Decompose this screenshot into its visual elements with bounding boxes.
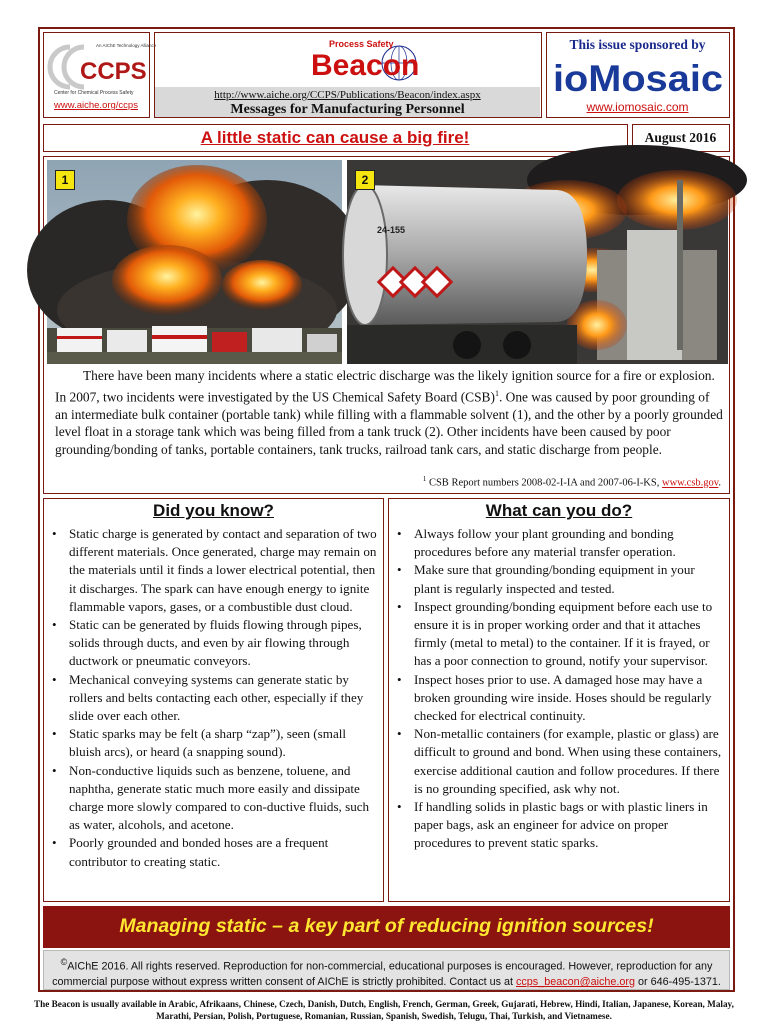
tagline: Messages for Manufacturing Personnel [230, 102, 465, 117]
list-item: • Non-metallic containers (for example, plastic or glass) are difficult to ground and bond. When using these containers, exercise additional caution and follow procedures. If there is no grounding specified, ask why not. [395, 725, 723, 798]
what-can-you-do-section [388, 498, 730, 902]
header [40, 29, 733, 121]
ccps-small-top: An AIChE Technology Alliance [96, 43, 157, 48]
list-item: • Always follow your plant grounding and bonding procedures before any material transfer operation. [395, 525, 723, 561]
beacon-logo [271, 37, 431, 85]
newsletter-frame [38, 27, 735, 992]
list-item: • Static sparks may be felt (a sharp “zap”), seen (small bluish arcs), or heard (a snapping sound). [50, 725, 377, 761]
ccps-small-bottom: Center for Chemical Process Safety [54, 90, 134, 96]
what-can-you-do-heading: What can you do? [485, 501, 633, 520]
beacon-wordmark: Beacon [311, 49, 420, 82]
intro-paragraph: There have been many incidents where a static electric discharge was the likely ignition source for a fire or explosion. In 2007, two incidents were investigated by the US Chemical Safety Board (CSB)$^1$. One was caused by poor grounding of an intermediate bulk container (portable tank) while filling with a flammable solvent (1), and the other by a poorly grounded level float in a storage tank which was being filled from a tank truck (2). Other incidents have been caused by poor grounding/bonding of tanks, portable containers, tank trucks, railroad tank cars, and static discharge from people. [55, 368, 723, 457]
ccps-link[interactable]: www.aiche.org/ccps [54, 100, 138, 111]
copyright-box [43, 950, 730, 990]
ccps-logo-box [43, 32, 157, 118]
photo-badge-1: 1 [55, 170, 75, 190]
photo-tank-truck-fire [347, 160, 728, 364]
list-item: • Static can be generated by fluids flowing through pipes, solids through ducts, and even by air flowing through ductwork or pneumatic conveyors. [50, 616, 377, 671]
languages-note: The Beacon is usually available in Arabic, Afrikaans, Chinese, Czech, Danish, Dutch, English, French, German, Greek, Gujarati, Hebrew, Hindi, Italian, Japanese, Korean, Malay, Marathi, Persian, Polish, Portuguese, Romanian, Russian, Spanish, Swedish, Telugu, Thai, Turkish, and Vietnamese. [34, 999, 734, 1021]
list-item: • If handling solids in plastic bags or with plastic liners in paper bags, ask an engineer for advice on proper procedures to prevent static sparks. [395, 798, 723, 853]
issue-date: August 2016 [644, 130, 717, 145]
ccps-logo [50, 39, 157, 97]
did-you-know-heading: Did you know? [153, 501, 274, 520]
iomosaic-logo [551, 53, 726, 99]
banner-text: Managing static – a key part of reducing ignition sources! [119, 915, 654, 937]
list-item: • Static charge is generated by contact and separation of two different materials. Once generated, charge may remain on the materials until it finds a lower electrical potential, then it discharges. The spark can have enough energy to ignite flammable vapors, gases, or a combustible dust cloud. [50, 525, 377, 616]
list-item: • Mechanical conveying systems can generate static by rollers and belts contacting each other, especially if they slide over each other. [50, 671, 377, 726]
iomosaic-wordmark: ioMosaic [553, 58, 723, 99]
footnote: $^1$ CSB Report numbers 2008-02-I-IA and 2007-06-I-KS, www.csb.gov. [422, 475, 721, 489]
page-title: A little static can cause a big fire! [200, 128, 470, 147]
beacon-subtitle: Process Safety [329, 39, 394, 49]
did-you-know-list [50, 525, 377, 871]
list-item: • Inspect hoses prior to use. A damaged hose may have a broken grounding wire inside. Hoses should be regularly checked for electrical continuity. [395, 671, 723, 726]
tank-label: 24-155 [377, 225, 406, 235]
list-item: • Make sure that grounding/bonding equipment in your plant is regularly inspected and tested. [395, 561, 723, 597]
sponsor-link[interactable]: www.iomosaic.com [586, 100, 689, 114]
csb-link[interactable]: www.csb.gov [661, 477, 719, 489]
sponsor-label: This issue sponsored by [569, 37, 706, 52]
title-box [43, 124, 628, 152]
list-item: • Non-conductive liquids such as benzene, toluene, and naphtha, generate static much more easily and dissipate charge more slowly compared to con-ductive fluids, such as water, alcohols, and acetone. [50, 762, 377, 835]
closing-banner [43, 906, 730, 948]
did-you-know-section [43, 498, 384, 902]
sponsor-box [546, 32, 730, 118]
intro-section [43, 156, 730, 494]
beacon-link[interactable]: http://www.aiche.org/CCPS/Publications/Beacon/index.aspx [214, 89, 481, 101]
beacon-box [154, 32, 542, 118]
list-item: • Inspect grounding/bonding equipment before each use to ensure it is in proper working order and that it attaches firmly (metal to metal) to the container. If it is frayed, or has a poor connection to ground, notify your supervisor. [395, 598, 723, 671]
ccps-wordmark: CCPS [80, 58, 147, 85]
photo-badge-2: 2 [355, 170, 375, 190]
list-item: • Poorly grounded and bonded hoses are a frequent contributor to creating static. [50, 834, 377, 870]
what-can-you-do-list [395, 525, 723, 853]
photo-explosion [47, 160, 342, 364]
copyright-text: ©AIChE 2016. All rights reserved. Reproduction for non-commercial, educational purposes is encouraged. However, reproduction for any commercial purpose without express written consent of AIChE is strictly prohibited. Contact us at ccps_beacon@aiche.org or 646-495-1371. [52, 957, 721, 989]
email-link[interactable]: ccps_beacon@aiche.org [516, 976, 636, 989]
